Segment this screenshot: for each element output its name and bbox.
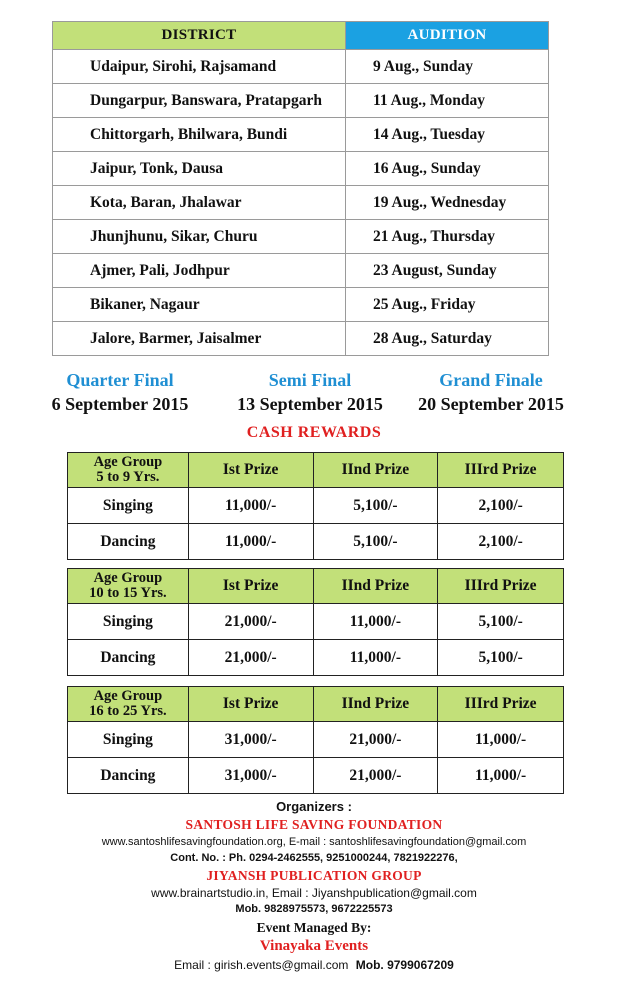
schedule-row xyxy=(53,322,549,356)
org1-contact: Cont. No. : Ph. 0294-2462555, 9251000244, 7821922276, xyxy=(170,852,458,864)
prize-table-age-group xyxy=(67,452,564,560)
prize-header-cell: Ist Prize xyxy=(188,569,313,604)
age-group-range: 10 to 15 Yrs. xyxy=(89,585,167,601)
org1-name: SANTOSH LIFE SAVING FOUNDATION xyxy=(185,817,443,832)
district-cell: Jalore, Barmer, Jaisalmer xyxy=(53,322,346,356)
district-cell: Jaipur, Tonk, Dausa xyxy=(53,152,346,186)
cash-rewards-title: CASH REWARDS xyxy=(246,424,382,441)
organizers-label: Organizers : xyxy=(276,799,352,814)
schedule-row xyxy=(53,220,549,254)
manager-name: Vinayaka Events xyxy=(259,938,369,954)
footer xyxy=(0,798,628,974)
category-cell: Singing xyxy=(68,604,189,640)
schedule-row xyxy=(53,254,549,288)
manager-email: Email : girish.events@gmail.com xyxy=(174,958,349,972)
audition-cell: 21 Aug., Thursday xyxy=(346,220,549,254)
age-group-label: Age Group xyxy=(93,454,163,470)
audition-cell: 9 Aug., Sunday xyxy=(346,50,549,84)
prize-amount-cell: 11,000/- xyxy=(313,640,438,676)
district-cell: Udaipur, Sirohi, Rajsamand xyxy=(53,50,346,84)
final-name: Quarter Final xyxy=(66,370,174,390)
schedule-header-row xyxy=(53,22,549,50)
final-name: Grand Finale xyxy=(439,370,543,390)
category-cell: Dancing xyxy=(68,640,189,676)
prize-amount-cell: 5,100/- xyxy=(313,488,438,524)
district-header: DISTRICT xyxy=(53,22,346,50)
prize-amount-cell: 11,000/- xyxy=(188,488,313,524)
org2-web-email: www.brainartstudio.in, Email : Jiyanshpublication@gmail.com xyxy=(151,886,477,900)
category-cell: Singing xyxy=(68,488,189,524)
prize-amount-cell: 11,000/- xyxy=(438,722,564,758)
category-cell: Singing xyxy=(68,722,189,758)
audition-schedule-table xyxy=(52,21,549,356)
prize-amount-cell: 21,000/- xyxy=(188,604,313,640)
age-group-cell xyxy=(68,687,189,722)
prize-amount-cell: 5,100/- xyxy=(313,524,438,560)
schedule-row xyxy=(53,50,549,84)
audition-cell: 11 Aug., Monday xyxy=(346,84,549,118)
prize-amount-cell: 2,100/- xyxy=(438,488,564,524)
prize-amount-cell: 5,100/- xyxy=(438,640,564,676)
prize-header-cell: IIIrd Prize xyxy=(438,687,564,722)
category-cell: Dancing xyxy=(68,524,189,560)
grand-finale xyxy=(391,368,591,416)
age-group-range: 5 to 9 Yrs. xyxy=(96,469,160,485)
quarter-final xyxy=(20,368,220,416)
prize-table-age-group xyxy=(67,686,564,794)
prize-header-cell: IInd Prize xyxy=(313,453,438,488)
audition-cell: 23 August, Sunday xyxy=(346,254,549,288)
final-date: 20 September 2015 xyxy=(418,394,564,414)
prize-row xyxy=(68,524,564,560)
prize-header-row xyxy=(68,453,564,488)
schedule-row xyxy=(53,118,549,152)
prize-amount-cell: 2,100/- xyxy=(438,524,564,560)
managed-by-label: Event Managed By: xyxy=(256,920,372,935)
age-group-cell xyxy=(68,453,189,488)
district-cell: Bikaner, Nagaur xyxy=(53,288,346,322)
prize-amount-cell: 21,000/- xyxy=(313,722,438,758)
age-group-range: 16 to 25 Yrs. xyxy=(89,703,167,719)
prize-amount-cell: 31,000/- xyxy=(188,758,313,794)
final-name: Semi Final xyxy=(268,370,352,390)
prize-row xyxy=(68,488,564,524)
prize-amount-cell: 5,100/- xyxy=(438,604,564,640)
schedule-row xyxy=(53,288,549,322)
prize-row xyxy=(68,758,564,794)
prize-amount-cell: 21,000/- xyxy=(313,758,438,794)
finals-section xyxy=(50,368,590,418)
prize-row xyxy=(68,722,564,758)
district-cell: Ajmer, Pali, Jodhpur xyxy=(53,254,346,288)
prize-header-row xyxy=(68,569,564,604)
org1-web-email: www.santoshlifesavingfoundation.org, E-mail : santoshlifesavingfoundation@gmail.com xyxy=(101,836,527,848)
age-group-cell xyxy=(68,569,189,604)
audition-cell: 14 Aug., Tuesday xyxy=(346,118,549,152)
prize-amount-cell: 11,000/- xyxy=(188,524,313,560)
manager-contact xyxy=(0,956,628,974)
prize-amount-cell: 31,000/- xyxy=(188,722,313,758)
age-group-label: Age Group xyxy=(93,688,163,704)
audition-header: AUDITION xyxy=(346,22,549,50)
prize-header-cell: IIIrd Prize xyxy=(438,569,564,604)
prize-amount-cell: 21,000/- xyxy=(188,640,313,676)
audition-cell: 25 Aug., Friday xyxy=(346,288,549,322)
age-group-label: Age Group xyxy=(93,570,163,586)
prize-header-cell: IInd Prize xyxy=(313,687,438,722)
prize-header-cell: Ist Prize xyxy=(188,687,313,722)
final-date: 6 September 2015 xyxy=(51,394,189,414)
category-cell: Dancing xyxy=(68,758,189,794)
final-date: 13 September 2015 xyxy=(237,394,383,414)
org2-name: JIYANSH PUBLICATION GROUP xyxy=(206,868,422,883)
prize-row xyxy=(68,640,564,676)
prize-amount-cell: 11,000/- xyxy=(313,604,438,640)
org2-mobile: Mob. 9828975573, 9672225573 xyxy=(235,903,393,915)
district-cell: Kota, Baran, Jhalawar xyxy=(53,186,346,220)
prize-table-age-group xyxy=(67,568,564,676)
prize-amount-cell: 11,000/- xyxy=(438,758,564,794)
district-cell: Jhunjhunu, Sikar, Churu xyxy=(53,220,346,254)
schedule-row xyxy=(53,186,549,220)
prize-header-cell: IInd Prize xyxy=(313,569,438,604)
audition-cell: 16 Aug., Sunday xyxy=(346,152,549,186)
manager-mobile: Mob. 9799067209 xyxy=(355,958,454,972)
schedule-row xyxy=(53,84,549,118)
audition-cell: 19 Aug., Wednesday xyxy=(346,186,549,220)
semi-final xyxy=(210,368,410,416)
audition-cell: 28 Aug., Saturday xyxy=(346,322,549,356)
district-cell: Dungarpur, Banswara, Pratapgarh xyxy=(53,84,346,118)
district-cell: Chittorgarh, Bhilwara, Bundi xyxy=(53,118,346,152)
prize-header-row xyxy=(68,687,564,722)
schedule-row xyxy=(53,152,549,186)
prize-header-cell: IIIrd Prize xyxy=(438,453,564,488)
prize-header-cell: Ist Prize xyxy=(188,453,313,488)
prize-row xyxy=(68,604,564,640)
